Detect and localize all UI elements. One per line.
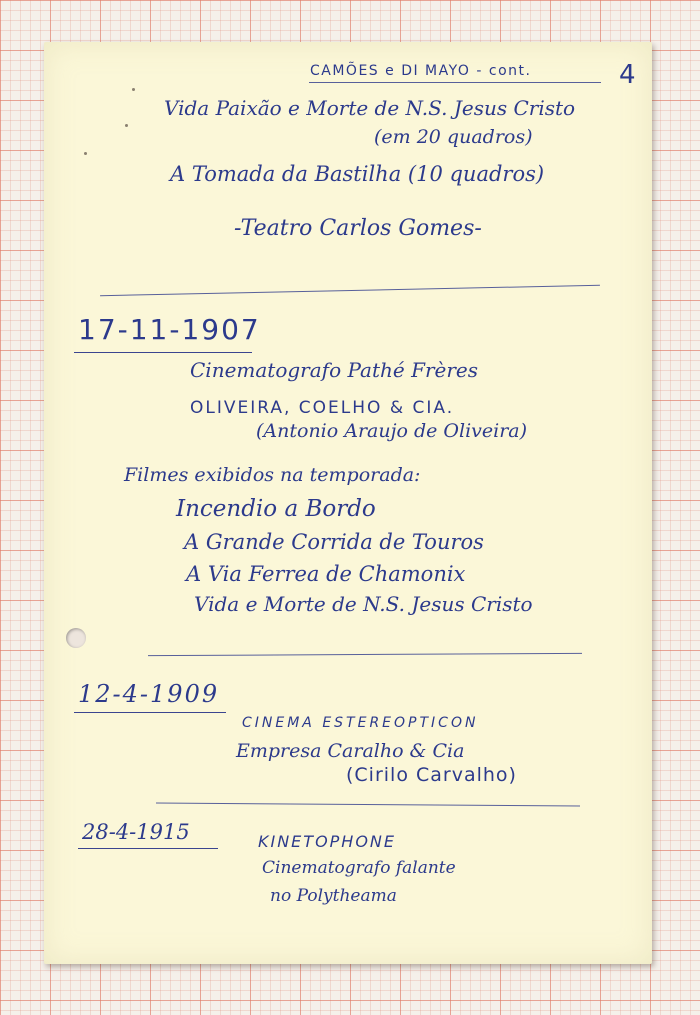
entry-date: 28-4-1915 <box>82 820 190 844</box>
owner-name: (Antonio Araujo de Oliveira) <box>256 420 528 442</box>
cinema-name: Cinematografo Pathé Frères <box>190 358 478 382</box>
kinetophone-line-2: Cinematografo falante <box>262 858 456 878</box>
date-underline <box>78 848 218 849</box>
top-line-2: (em 20 quadros) <box>374 126 533 148</box>
kinetophone-line-3: no Polytheama <box>270 886 397 906</box>
section-divider <box>156 803 580 807</box>
header-underline <box>309 82 601 83</box>
page-header: CAMÕES e DI MAYO - cont. <box>310 63 532 79</box>
notebook-page <box>44 42 652 964</box>
film-item: Incendio a Bordo <box>176 496 376 522</box>
date-underline <box>74 712 226 713</box>
top-line-1: Vida Paixão e Morte de N.S. Jesus Cristo <box>164 96 576 120</box>
section-divider <box>148 653 582 656</box>
margin-dot <box>125 124 128 127</box>
entry-date: 12-4-1909 <box>78 680 220 708</box>
film-item: Vida e Morte de N.S. Jesus Cristo <box>194 592 533 616</box>
margin-dot <box>132 88 135 91</box>
kinetophone-title: KINETOPHONE <box>258 832 397 851</box>
punch-hole <box>66 628 86 648</box>
section-divider <box>100 285 600 296</box>
top-line-3: A Tomada da Bastilha (10 quadros) <box>170 162 545 186</box>
date-underline <box>74 352 252 353</box>
margin-dot <box>84 152 87 155</box>
films-heading: Filmes exibidos na temporada: <box>124 464 421 486</box>
company-name: Empresa Caralho & Cia <box>236 740 465 762</box>
film-item: A Grande Corrida de Touros <box>184 530 484 554</box>
company-name: OLIVEIRA, COELHO & CIA. <box>190 398 455 418</box>
film-item: A Via Ferrea de Chamonix <box>186 562 466 586</box>
owner-name: (Cirilo Carvalho) <box>346 764 517 786</box>
cinema-name: CINEMA ESTEREOPTICON <box>242 715 479 731</box>
venue-label: -Teatro Carlos Gomes- <box>234 216 482 241</box>
entry-date: 17-11-1907 <box>78 313 261 346</box>
page-number: 4 <box>619 60 636 90</box>
